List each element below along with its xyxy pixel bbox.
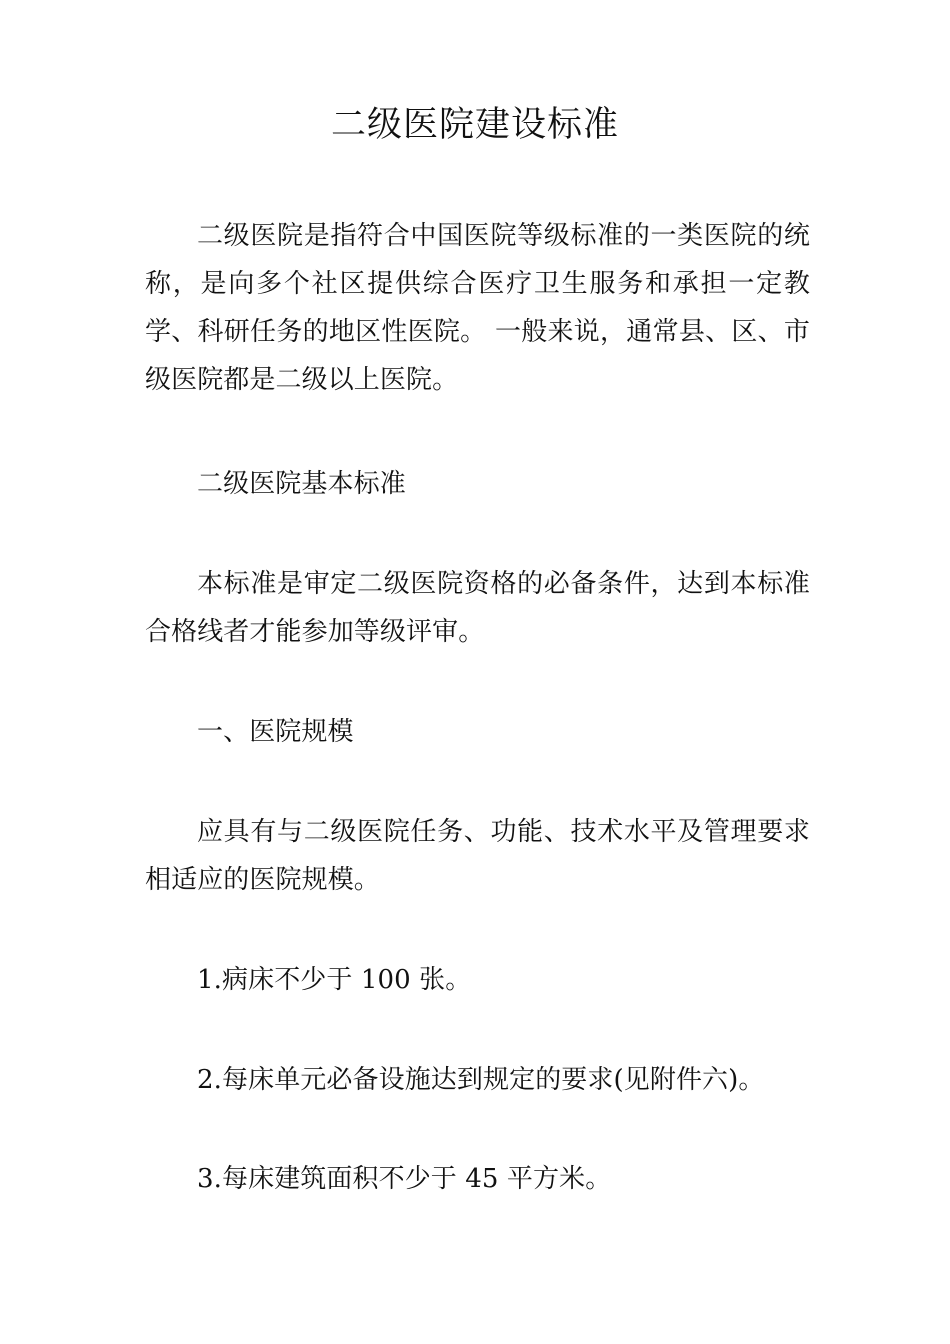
intro-paragraph: 二级医院是指符合中国医院等级标准的一类医院的统称，是向多个社区提供综合医疗卫生服务和承担一定教学、科研任务的地区性医院。 一般来说，通常县、区、市级医院都是二级以上医院。 — [145, 221, 810, 395]
document-title: 二级医院建设标准 — [330, 105, 619, 145]
scale-requirement-paragraph: 应具有与二级医院任务、功能、技术水平及管理要求相适应的医院规模。 — [145, 817, 810, 895]
list-item-floor-area: 3.每床建筑面积不少于 45 平方米。 — [197, 1164, 612, 1194]
list-item-bed-unit-facilities: 2.每床单元必备设施达到规定的要求(见附件六)。 — [197, 1065, 765, 1095]
section-heading-hospital-scale: 一、医院规模 — [197, 717, 354, 747]
section-heading-basic-standard: 二级医院基本标准 — [197, 469, 406, 499]
list-item-beds: 1.病床不少于 100 张。 — [197, 965, 472, 995]
standard-description-paragraph: 本标准是审定二级医院资格的必备条件，达到本标准合格线者才能参加等级评审。 — [145, 569, 810, 647]
